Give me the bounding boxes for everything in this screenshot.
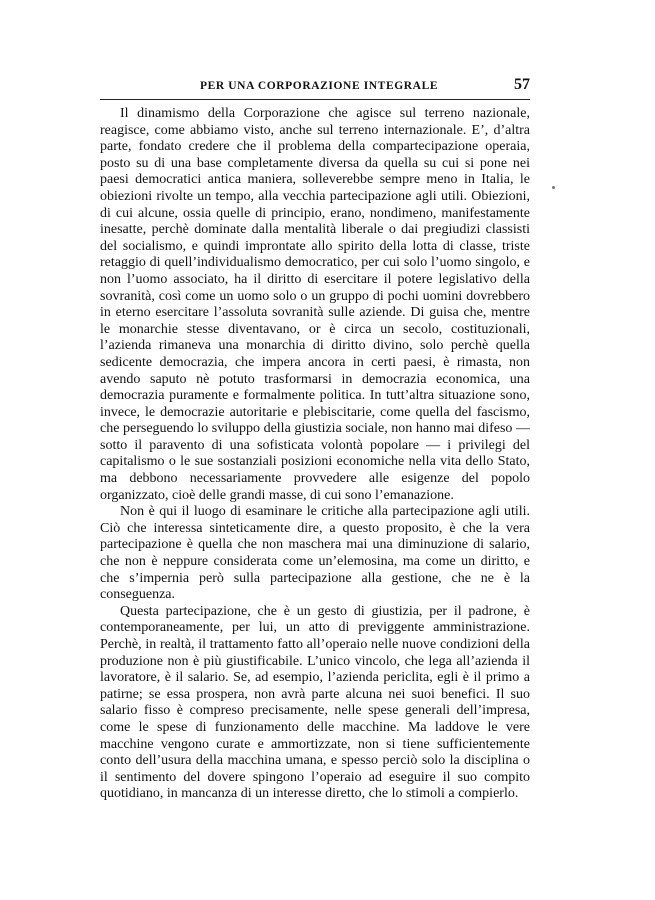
paragraph: Il dinamismo della Corporazione che agisce sul terreno nazionale, reagisce, come abbiamo visto, anche sul terreno internazionale. E’, d’altra parte, fondato credere che il problema della compartecipazione operaia, posto su di una base completamente diversa da quella su cui si pone nei paesi democratici antica maniera, solleverebbe sempre meno in Italia, le obiezioni rivolte un tempo, alla vecchia partecipazione agli utili. Obiezioni, di cui alcune, ossia quelle di principio, erano, nondimeno, manifestamente inesatte, perchè dominate dalla mentalità liberale o dai pregiudizi classisti del socialismo, e quindi improntate allo spirito della lotta di classe, triste retaggio di quell’individualismo democratico, per cui solo l’uomo singolo, e non l’uomo associato, ha il diritto di esercitare il potere legislativo della sovranità, così come un uomo solo o un gruppo di pochi uomini dovrebbero in eterno esercitare l’assoluta sovranità sulle aziende. Di guisa che, mentre le monarchie stesse diventavano, or è circa un secolo, costituzionali, l’azienda rimaneva una monarchia di diritto divino, solo perchè quella sedicente democrazia, che impera ancora in certi paesi, è rimasta, non avendo saputo nè potuto trasformarsi in democrazia economica, una democrazia puramente e formalmente politica. In tutt’altra situazione sono, invece, le democrazie autoritarie e plebiscitarie, come quella del fascismo, che perseguendo lo sviluppo della giustizia sociale, non hanno mai difeso — sotto il paravento di una sofisticata volontà popolare — i privilegi del capitalismo o le sue sostanziali posizioni economiche nella vita dello Stato, ma debbono necessariamente provvedere alle esigenze del popolo organizzato, cioè delle grandi masse, di cui sono l’emanazione. [100,106,530,503]
paragraph: Questa partecipazione, che è un gesto di giustizia, per il padrone, è contemporaneamente, per lui, un atto di previggente amministrazione. Perchè, in realtà, il trattamento fatto all’operaio nelle nuove condizioni della produzione non è più giustificabile. L’unico vincolo, che lega all’azienda il lavoratore, è il salario. Se, ad esempio, l’azienda periclita, egli è il primo a patirne; se essa prospera, non avrà parte alcuna nei suoi benefici. Il suo salario fisso è compreso precisamente, nelle spese generali dell’impresa, come le spese di funzionamento delle macchine. Ma laddove le vere macchine vengono curate e ammortizzate, non si tiene sufficientemente conto dell’usura della macchina umana, e spesso perciò solo la disciplina o il sentimento del dovere spingono l’operaio ad eseguire il suo compito quotidiano, in mancanza di un interesse diretto, che lo stimoli a compierlo. [100,603,530,802]
running-header [100,78,530,98]
header-rule [100,99,530,100]
paragraph: Non è qui il luogo di esaminare le critiche alla partecipazione agli utili. Ciò che interessa sinteticamente dire, a questo proposito, è che la vera partecipazione è quella che non maschera mai una diminuzione di salario, che non è neppure considerata come un’elemosina, ma come un diritto, e che s’impernia però sulla partecipazione alla gestione, che ne è la conseguenza. [100,504,530,603]
body-text [100,106,530,803]
page-number: 57 [514,76,530,93]
print-speck [552,186,555,189]
running-title: PER UNA CORPORAZIONE INTEGRALE [200,80,439,92]
